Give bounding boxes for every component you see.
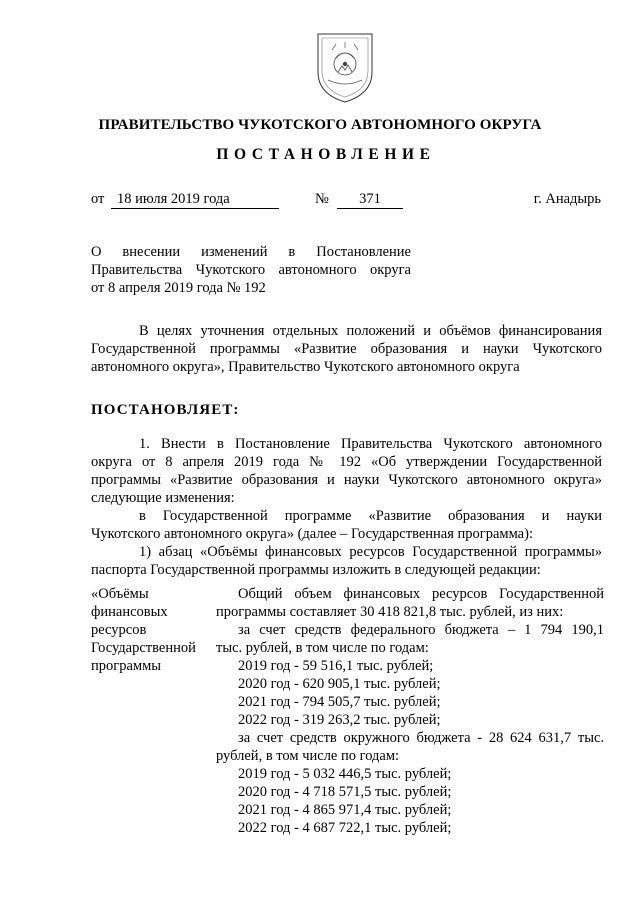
district-year-line: 2022 год - 4 687 722,1 тыс. рублей; [238, 820, 452, 836]
body-line: программы «Развитие образования и науки Чукотского автономного округа» [91, 472, 602, 488]
document-date: 18 июля 2019 года [111, 191, 279, 209]
district-line: рублей, в том числе по годам: [216, 748, 400, 764]
preamble-line: автономного округа», Правительство Чукотского автономного округа [91, 359, 520, 375]
label-line: Государственной [91, 640, 196, 656]
district-year-line: 2021 год - 4 865 971,4 тыс. рублей; [238, 802, 452, 818]
label-line: финансовых [91, 604, 168, 620]
total-line: Общий объем финансовых ресурсов Государственной [238, 586, 604, 602]
subject-line: от 8 апреля 2019 года № 192 [91, 280, 266, 296]
document-subject [91, 243, 411, 297]
district-year-line: 2020 год - 4 718 571,5 тыс. рублей; [238, 784, 452, 800]
body-line: в Государственной программе «Развитие образования и науки [139, 508, 602, 524]
document-type-title: ПОСТАНОВЛЕНИЕ [216, 146, 436, 163]
label-line: ресурсов [91, 622, 147, 638]
date-prefix-label: от [91, 191, 105, 207]
coat-of-arms-emblem [314, 28, 376, 104]
federal-line: тыс. рублей, в том числе по годам: [216, 640, 429, 656]
body-line: округа от 8 апреля 2019 года № 192 «Об утверждении Государственной [91, 454, 602, 470]
label-line: «Объёмы [91, 586, 149, 602]
resolution-body [91, 435, 602, 579]
federal-line: за счет средств федерального бюджета – 1 794 190,1 [238, 622, 604, 638]
district-line: за счет средств окружного бюджета - 28 624 631,7 тыс. [238, 730, 604, 746]
preamble-line: В целях уточнения отдельных положений и объёмов финансирования [139, 323, 602, 339]
federal-year-line: 2022 год - 319 263,2 тыс. рублей; [238, 712, 441, 728]
body-line: 1. Внести в Постановление Правительства Чукотского автономного [139, 436, 602, 452]
number-sign-label: № [315, 191, 329, 207]
funding-table-value-cell [216, 585, 604, 837]
body-line: паспорта Государственной программы изложить в следующей редакции: [91, 562, 541, 578]
resolves-heading: ПОСТАНОВЛЯЕТ: [91, 402, 240, 418]
subject-line: Правительства Чукотского автономного округа [91, 262, 411, 278]
district-year-line: 2019 год - 5 032 446,5 тыс. рублей; [238, 766, 452, 782]
subject-line: О внесении изменений в Постановление [91, 244, 411, 260]
body-line: следующие изменения: [91, 490, 235, 506]
federal-year-line: 2019 год - 59 516,1 тыс. рублей; [238, 658, 434, 674]
preamble-paragraph [91, 322, 602, 376]
federal-year-line: 2021 год - 794 505,7 тыс. рублей; [238, 694, 441, 710]
total-line: программы составляет 30 418 821,8 тыс. рублей, из них: [216, 604, 564, 620]
label-line: программы [91, 658, 161, 674]
document-city: г. Анадырь [533, 191, 601, 207]
federal-year-line: 2020 год - 620 905,1 тыс. рублей; [238, 676, 441, 692]
organization-name: ПРАВИТЕЛЬСТВО ЧУКОТСКОГО АВТОНОМНОГО ОКРУГА [98, 117, 542, 133]
funding-table-label-cell [91, 585, 211, 675]
preamble-line: Государственной программы «Развитие образования и науки Чукотского [91, 341, 602, 357]
body-line: 1) абзац «Объёмы финансовых ресурсов Государственной программы» [139, 544, 602, 560]
body-line: Чукотского автономного округа» (далее – Государственная программа): [91, 526, 533, 542]
document-meta-row [91, 191, 601, 211]
document-number: 371 [337, 191, 403, 209]
